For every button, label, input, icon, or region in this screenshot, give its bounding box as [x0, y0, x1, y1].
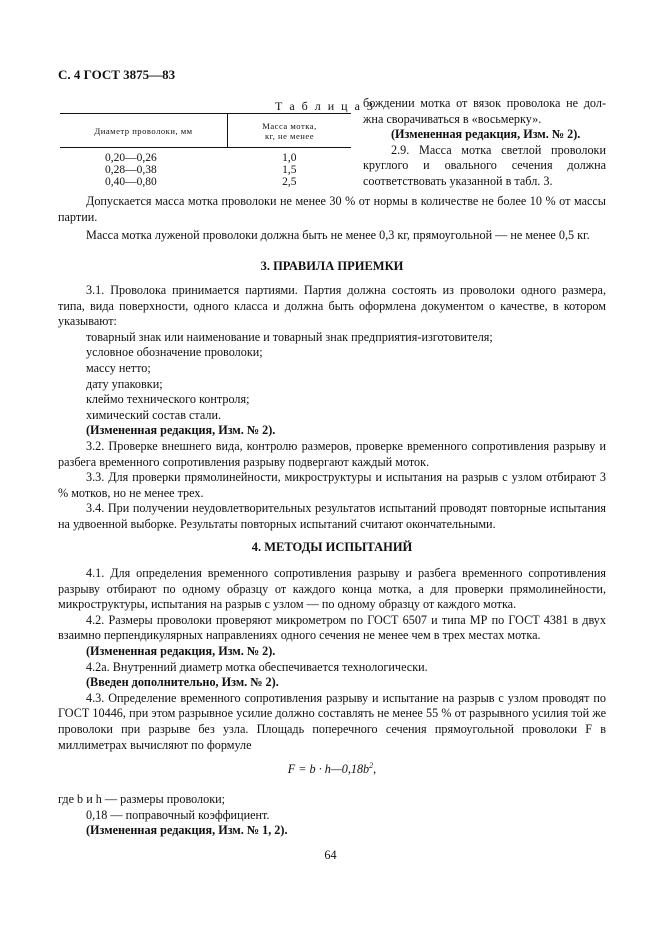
formula-main: F = b · h—0,18b — [287, 762, 370, 776]
table-row — [60, 148, 351, 165]
list-item: дату упаковки; — [86, 376, 163, 391]
section-4-body — [58, 566, 606, 753]
paragraph-4-3: 4.3. Определение временного сопротивления разрыву и испытание на разрыв с узлом проводят по ГОСТ 10446, при этом разрывное усилие должно составлять не менее 55 % от разрывного усилия той же проволоки при разрыве без узла. Площадь поперечного сечения прямоугольной проволоки F в миллиметрах вычисляют по формуле — [58, 690, 606, 752]
paragraph-4-1: 4.1. Для определения временного сопротивления разрыву и разбега временного сопротивления разрыву отбирают по одному образцу от каждого конца мотка, а для проверки прямолинейности, микроструктуры, испытания на разрыв с узлом — по одному образцу от каждого мотка. — [58, 566, 606, 612]
table-3 — [60, 113, 351, 188]
amendment-note: (Измененная редакция, Изм. № 2). — [86, 643, 276, 658]
added-note: (Введен дополнительно, Изм. № 2). — [86, 675, 279, 690]
table-header-mass-line1: Масса мотка, — [262, 120, 317, 131]
list-item: товарный знак или наименование и товарный знак предприятия-изготовителя; — [86, 329, 493, 344]
table-header-mass-line2: кг, не менее — [264, 130, 315, 141]
section-4-title: 4. МЕТОДЫ ИСПЫТАНИЙ — [251, 540, 413, 554]
paragraph-4-2a: 4.2а. Внутренний диаметр мотка обеспечивается технологически. — [86, 659, 428, 674]
paragraph-4-2: 4.2. Размеры проволоки проверяют микрометром по ГОСТ 6507 и типа МР по ГОСТ 4381 в двух взаимно перпендикулярных направлениях одного сечения не менее чем в трех местах мотка. — [58, 612, 606, 643]
table-cell-mass: 1,0 — [282, 152, 297, 164]
list-item: клеймо технического контроля; — [86, 392, 250, 407]
formula-where: где b и h — размеры проволоки; — [58, 792, 226, 806]
table-cell-mass: 1,5 — [282, 164, 297, 176]
list-item: массу нетто; — [86, 360, 151, 375]
paragraph-mass-tinned: Масса мотка луженой проволоки должна быть не менее 0,3 кг, прямоугольной — не менее 0,5 кг. — [86, 228, 590, 243]
table-header-mass — [228, 114, 352, 148]
amendment-note: (Измененная редакция, Изм. № 1, 2). — [86, 823, 288, 838]
paragraph-3-4: 3.4. При получении неудовлетворительных результатов испытаний проводят повторные испытания на удвоенной выборке. Результаты повторных испытаний считают окончательными. — [58, 501, 606, 531]
paragraph-mass-tolerance: Допускается масса мотка проволоки не менее 30 % от нормы в количестве не более 10 % от массы партии. — [58, 194, 606, 224]
table-cell-diameter: 0,28—0,38 — [105, 164, 157, 176]
list-item: условное обозначение проволоки; — [86, 345, 263, 360]
after-table-text — [58, 194, 606, 244]
section-3-title: 3. ПРАВИЛА ПРИЕМКИ — [260, 259, 404, 273]
table-row — [60, 176, 351, 188]
formula-exponent: 2 — [369, 761, 374, 770]
paragraph-3-1: 3.1. Проволока принимается партиями. Партия должна состоять из проволоки одного размера, типа, вида поверхности, одного класса и должна быть оформлена документом о качестве, в котором указывают: — [58, 283, 606, 329]
table-cell-diameter: 0,20—0,26 — [105, 152, 157, 164]
formula — [58, 762, 606, 778]
table-cell-diameter: 0,40—0,80 — [105, 176, 157, 188]
page-number: 64 — [324, 848, 337, 862]
right-col-line2: жна сворачиваться в «восьмерку». — [363, 111, 542, 126]
amendment-note: (Измененная редакция, Изм. № 2). — [86, 423, 276, 438]
formula-coefficient: 0,18 — поправочный коэффициент. — [86, 807, 270, 822]
table-caption: Т а б л и ц а 3 — [275, 99, 375, 113]
paragraph-3-2: 3.2. Проверке внешнего вида, контролю размеров, проверке временного сопротивления разрыву и разбега временного сопротивления разрыву подвергают каждый моток. — [58, 438, 606, 469]
list-item: химический состав стали. — [86, 407, 222, 422]
right-col-line1: бождении мотка от вязок проволока не дол- — [363, 96, 606, 110]
page-header: С. 4 ГОСТ 3875—83 — [58, 67, 176, 82]
right-col-amendment: (Измененная редакция, Изм. № 2). — [391, 127, 581, 142]
paragraph-2-9: 2.9. Масса мотка светлой проволоки круглого и овального сечения должна соответствовать указанной в табл. 3. — [363, 142, 606, 188]
formula-explanation — [58, 792, 606, 839]
paragraph-3-3: 3.3. Для проверки прямолинейности, микроструктуры и испытания на разрыв с узлом отбирают 3 % мотков, но не менее трех. — [58, 470, 606, 500]
table-cell-mass: 2,5 — [282, 176, 297, 188]
right-column — [363, 96, 606, 190]
table-row — [60, 164, 351, 176]
section-3-body — [58, 283, 606, 533]
formula-end: , — [373, 762, 377, 776]
table-header-diameter: Диаметр проволоки, мм — [60, 114, 228, 148]
